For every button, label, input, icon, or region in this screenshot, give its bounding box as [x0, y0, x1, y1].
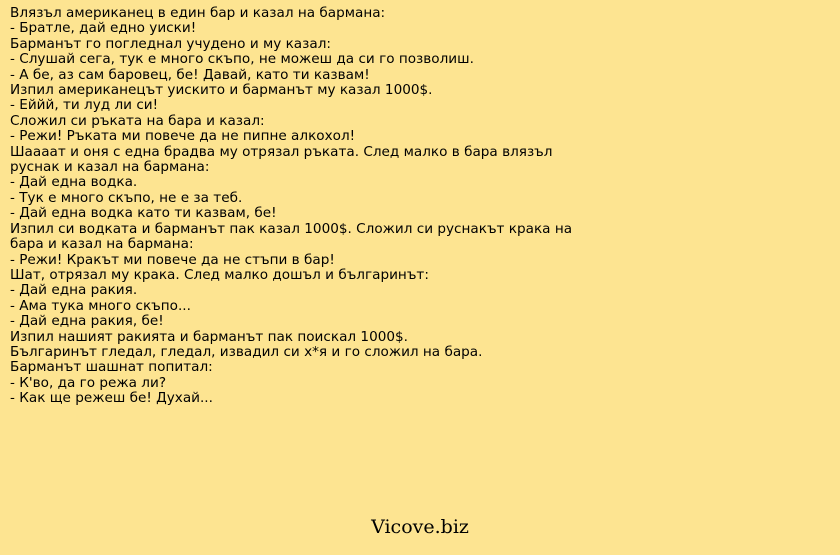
joke-line: Изпил нашият ракията и барманът пак поискал 1000$.: [10, 328, 408, 345]
joke-line: - Режи! Ръката ми повече да не пипне алкохол!: [10, 128, 356, 145]
joke-line: - Как ще режеш бе! Духай...: [10, 390, 213, 407]
joke-line: Сложил си ръката на бара и казал:: [10, 112, 265, 129]
joke-line: Шаааат и оня с една брадва му отрязал ръката. След малко в бара влязъл: [10, 143, 553, 160]
joke-line: - Слушай сега, тук е много скъпо, не можеш да си го позволиш.: [10, 51, 474, 68]
joke-line: - Дай една водка като ти казвам, бе!: [10, 205, 277, 222]
joke-text: [10, 6, 610, 407]
joke-line: - К'во, да го режа ли?: [10, 374, 167, 391]
joke-line: Шат, отрязал му крака. След малко дошъл и българинът:: [10, 266, 429, 283]
joke-line: - Тук е много скъпо, не е за теб.: [10, 189, 243, 206]
joke-line: Изпил си водката и барманът пак казал 1000$. Сложил си руснакът крака на: [10, 220, 573, 237]
joke-line: - Дай една ракия.: [10, 282, 138, 299]
joke-line: Барманът го погледнал учудено и му казал:: [10, 35, 331, 52]
joke-line: - Дай една водка.: [10, 174, 138, 191]
joke-line: - Еййй, ти луд ли си!: [10, 97, 159, 114]
joke-line: - Режи! Кракът ми повече да не стъпи в бар!: [10, 251, 335, 268]
site-watermark: Vicove.biz: [371, 516, 469, 538]
joke-line: Българинът гледал, гледал, извадил си х*я и го сложил на бара.: [10, 343, 483, 360]
joke-line: - Братле, дай едно уиски!: [10, 20, 197, 37]
joke-line: - А бе, аз сам баровец, бе! Давай, като ти казвам!: [10, 66, 370, 83]
joke-line: бара и казал на бармана:: [10, 236, 194, 253]
joke-line: Барманът шашнат попитал:: [10, 359, 213, 376]
joke-line: - Дай една ракия, бе!: [10, 313, 164, 330]
joke-line: - Ама тука много скъпо...: [10, 297, 191, 314]
joke-line: Изпил американецът уискито и барманът му казал 1000$.: [10, 82, 433, 99]
joke-line: Влязъл американец в един бар и казал на бармана:: [10, 5, 386, 21]
joke-line: руснак и казал на бармана:: [10, 159, 210, 176]
